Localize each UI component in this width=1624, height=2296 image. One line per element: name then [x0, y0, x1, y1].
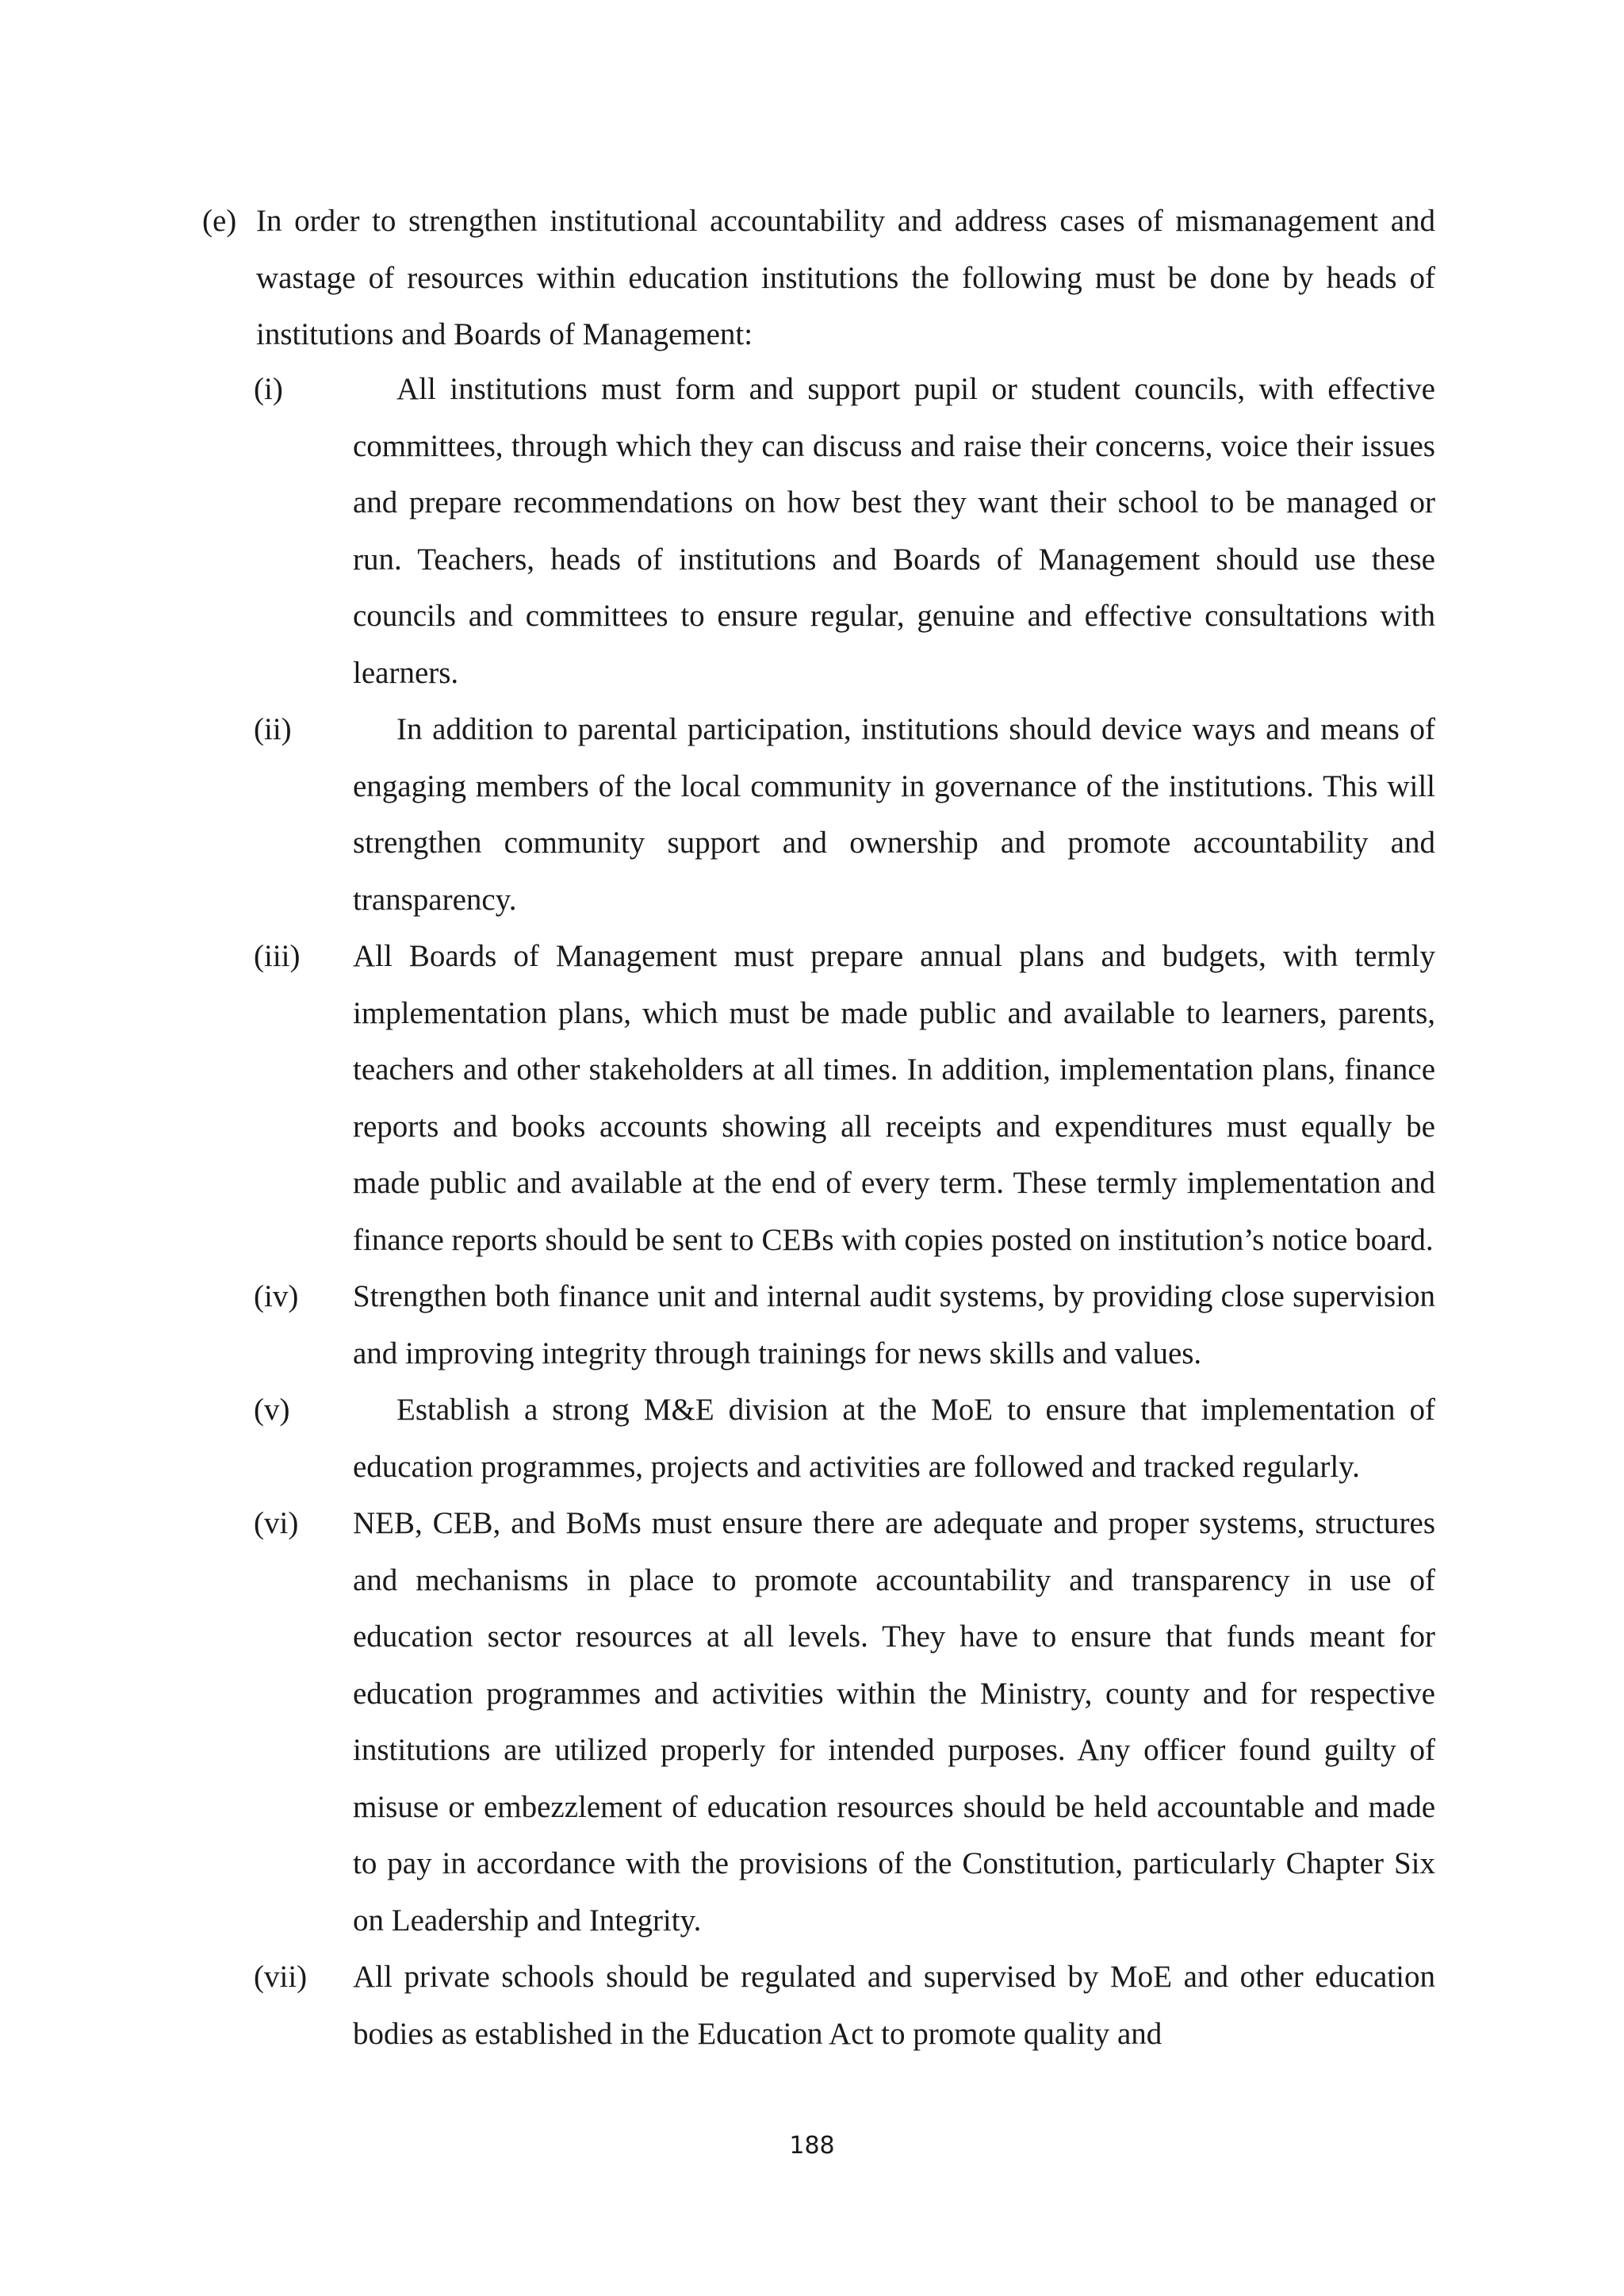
sub-item-label: (iv) [254, 1279, 299, 1313]
sub-item-iv [254, 1268, 1435, 1382]
sub-item-i [254, 361, 1435, 701]
sub-item-iii [254, 928, 1435, 1268]
list-item-e [202, 193, 1435, 363]
sub-item-text: All Boards of Management must prepare annual plans and budgets, with termly implementation plans, which must be made public and available to learners, parents, teachers and other stakeholders at all times. In addition, implementation plans, finance reports and books accounts showing all receipts and expenditures must equally be made public and available at the end of every term. These termly implementation and finance reports should be sent to CEBs with copies posted on institution’s notice board. [353, 939, 1435, 1257]
sub-item-label: (i) [254, 372, 283, 406]
sub-item-label: (vi) [254, 1506, 299, 1540]
sub-item-text: All institutions must form and support pupil or student councils, with effective committees, through which they can discuss and raise their concerns, voice their issues and prepare recommendations on how best they want their school to be managed or run. Teachers, heads of institutions and Boards of Management should use these councils and committees to ensure regular, genuine and effective consultations with learners. [353, 372, 1435, 690]
sub-item-text: All private schools should be regulated and supervised by MoE and other education bodies as established in the Education Act to promote quality and [353, 1960, 1435, 2051]
sub-item-text: Establish a strong M&E division at the MoE to ensure that implementation of education programmes, projects and activities are followed and tracked regularly. [353, 1393, 1435, 1484]
sub-item-label: (v) [254, 1393, 290, 1427]
sub-item-label: (ii) [254, 712, 292, 746]
sub-item-text: In addition to parental participation, institutions should device ways and means of engaging members of the local community in governance of the institutions. This will strengthen community support and ownership and promote accountability and transparency. [353, 712, 1435, 917]
sub-item-text: NEB, CEB, and BoMs must ensure there are adequate and proper systems, structures and mechanisms in place to promote accountability and transparency in use of education sector resources at all levels. They have to ensure that funds meant for education programmes and activities within the Ministry, county and for respective institutions are utilized properly for intended purposes. Any officer found guilty of misuse or embezzlement of education resources should be held accountable and made to pay in accordance with the provisions of the Constitution, particularly Chapter Six on Leadership and Integrity. [353, 1506, 1435, 1938]
list-item-e-label: (e) [202, 204, 237, 238]
page-number: 188 [789, 2132, 835, 2160]
sub-item-label: (vii) [254, 1960, 308, 1994]
sub-item-v [254, 1382, 1435, 1495]
list-item-e-text: In order to strengthen institutional accountability and address cases of mismanagement and wastage of resources within education institutions the following must be done by heads of institutions and Boards of Management: [256, 204, 1435, 351]
sub-item-label: (iii) [254, 939, 301, 973]
sub-item-list [254, 361, 1435, 2062]
sub-item-ii [254, 701, 1435, 928]
sub-item-text: Strengthen both finance unit and internal audit systems, by providing close supervision and improving integrity through trainings for news skills and values. [353, 1279, 1435, 1370]
sub-item-vi [254, 1495, 1435, 1949]
sub-item-vii [254, 1949, 1435, 2062]
